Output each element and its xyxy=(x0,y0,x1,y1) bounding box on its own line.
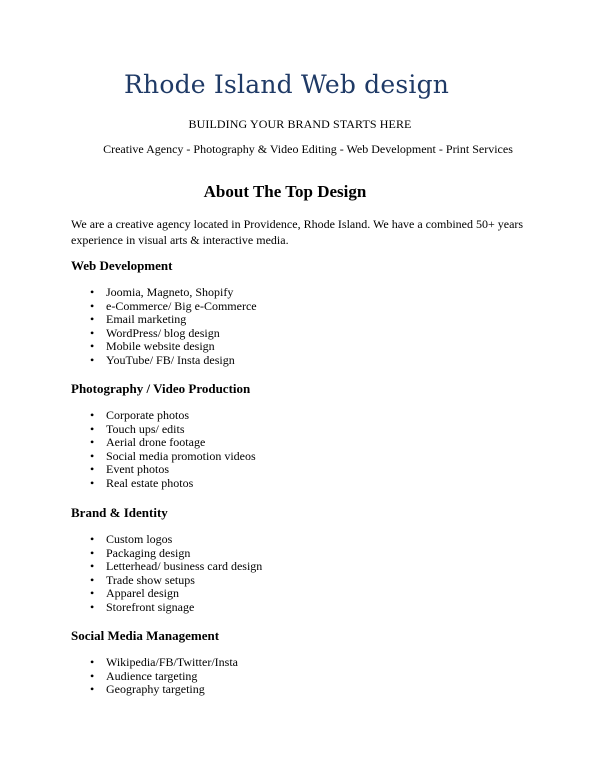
section-title-brand-identity: Brand & Identity xyxy=(71,505,168,520)
list-item: • Corporate photos xyxy=(90,409,256,423)
list-item: • Apparel design xyxy=(90,587,262,601)
social-media-list xyxy=(90,656,238,697)
list-item: • Social media promotion videos xyxy=(90,450,256,464)
list-item: • e-Commerce/ Big e-Commerce xyxy=(90,300,257,314)
list-item: • YouTube/ FB/ Insta design xyxy=(90,354,257,368)
section-title-social-media: Social Media Management xyxy=(71,628,220,643)
list-item: • Aerial drone footage xyxy=(90,436,256,450)
section-title-web-development: Web Development xyxy=(71,258,173,273)
list-item: • Mobile website design xyxy=(90,340,257,354)
list-item: • Custom logos xyxy=(90,533,262,547)
list-item: • Audience targeting xyxy=(90,670,238,684)
list-item: • Event photos xyxy=(90,463,256,477)
list-item: • Wikipedia/FB/Twitter/Insta xyxy=(90,656,238,670)
list-item: • Real estate photos xyxy=(90,477,256,491)
list-item: • Joomia, Magneto, Shopify xyxy=(90,286,257,300)
list-item: • Letterhead/ business card design xyxy=(90,560,262,574)
list-item: • Geography targeting xyxy=(90,683,238,697)
section-title-photography: Photography / Video Production xyxy=(71,381,251,396)
list-item: • Touch ups/ edits xyxy=(90,423,256,437)
list-item: • Storefront signage xyxy=(90,601,262,615)
about-heading: About The Top Design xyxy=(203,182,367,201)
web-development-list xyxy=(90,286,257,367)
about-intro: We are a creative agency located in Providence, Rhode Island. We have a combined 50+ years experience in visual arts & interactive media. xyxy=(71,217,524,247)
list-item: • WordPress/ blog design xyxy=(90,327,257,341)
list-item: • Trade show setups xyxy=(90,574,262,588)
document-title: Rhode Island Web design xyxy=(124,70,450,99)
list-item: • Packaging design xyxy=(90,547,262,561)
tagline: BUILDING YOUR BRAND STARTS HERE xyxy=(188,117,412,131)
services-line: Creative Agency - Photography & Video Editing - Web Development - Print Services xyxy=(103,142,513,156)
list-item: • Email marketing xyxy=(90,313,257,327)
photography-list xyxy=(90,409,256,490)
brand-identity-list xyxy=(90,533,262,614)
